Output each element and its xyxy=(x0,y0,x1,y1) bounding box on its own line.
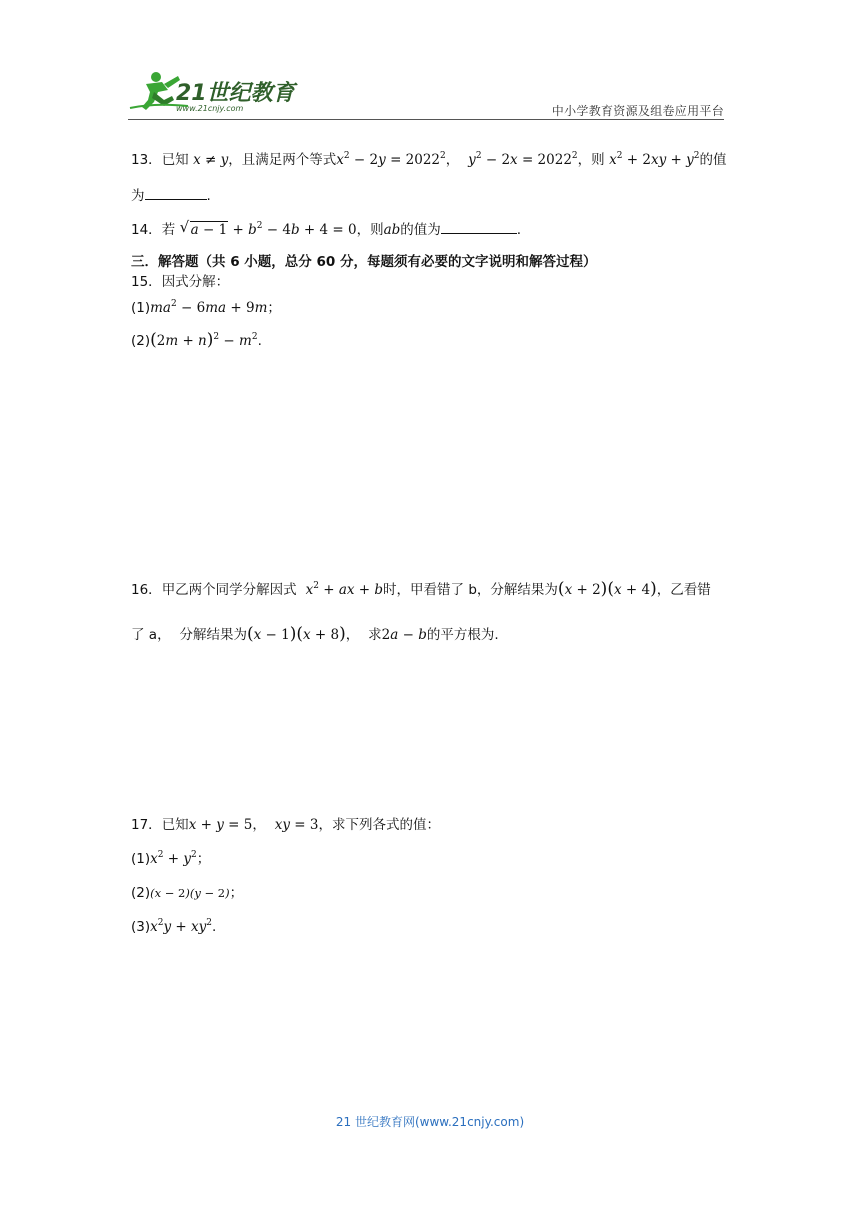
page-header xyxy=(128,70,724,120)
question-number: 16． xyxy=(131,582,162,598)
question-number: 17． xyxy=(131,817,162,833)
question-16-line1: 16．甲乙两个同学分解因式 $x^2$ + ax + b时，甲看错了 b，分解结果为(x + 2)(x + 4)，乙看错 xyxy=(131,579,711,599)
site-logo xyxy=(128,70,303,114)
logo-url: www.21cnjy.com xyxy=(176,104,244,113)
question-14: 14．若 √ $a - 1 + b^2 - 4b + 4 = 0$，则ab的值为 . xyxy=(131,218,522,238)
answer-blank xyxy=(145,185,207,200)
page-footer: 21 世纪教育网(www.21cnjy.com) xyxy=(335,1115,525,1129)
question-13-line1: 13．已知 x ≠ y，且满足两个等式$x^2 - 2y = 2022^2$， $y^2 - 2x = 2022^2$，则 $x^2 + 2xy + y^2$的值 xyxy=(131,151,727,168)
question-16-line2: 了 a， 分解结果为(x − 1)(x + 8)， 求2a − b的平方根为. xyxy=(131,624,499,644)
question-17-part3: $(3)x^2y + xy^2$. xyxy=(131,918,217,935)
platform-name: 中小学教育资源及组卷应用平台 xyxy=(551,104,724,118)
question-17-part2: (2)(x − 2)(y − 2)； xyxy=(131,885,244,901)
question-15-part2: $(2)(2m + n)^2 - m^2$. xyxy=(131,330,262,350)
question-15-part1: $(1)ma^2 - 6ma + 9m$； xyxy=(131,299,281,316)
answer-blank xyxy=(441,219,517,234)
question-17: 17．已知x + y = 5， xy = 3，求下列各式的值： xyxy=(131,817,440,833)
header-divider xyxy=(128,119,724,120)
question-number: 13． xyxy=(131,152,162,168)
logo-wordmark: 21世纪教育 xyxy=(176,81,295,106)
question-number: 15． xyxy=(131,274,162,290)
question-17-part1: $(1)x^2 + y^2$； xyxy=(131,850,211,867)
question-number: 14． xyxy=(131,222,162,238)
question-13-line2: 为 . xyxy=(131,185,211,206)
section-title: 三．解答题（共 6 小题，总分 60 分，每题须有必要的文字说明和解答过程） xyxy=(131,254,597,270)
question-15: 15．因式分解： xyxy=(131,274,230,290)
